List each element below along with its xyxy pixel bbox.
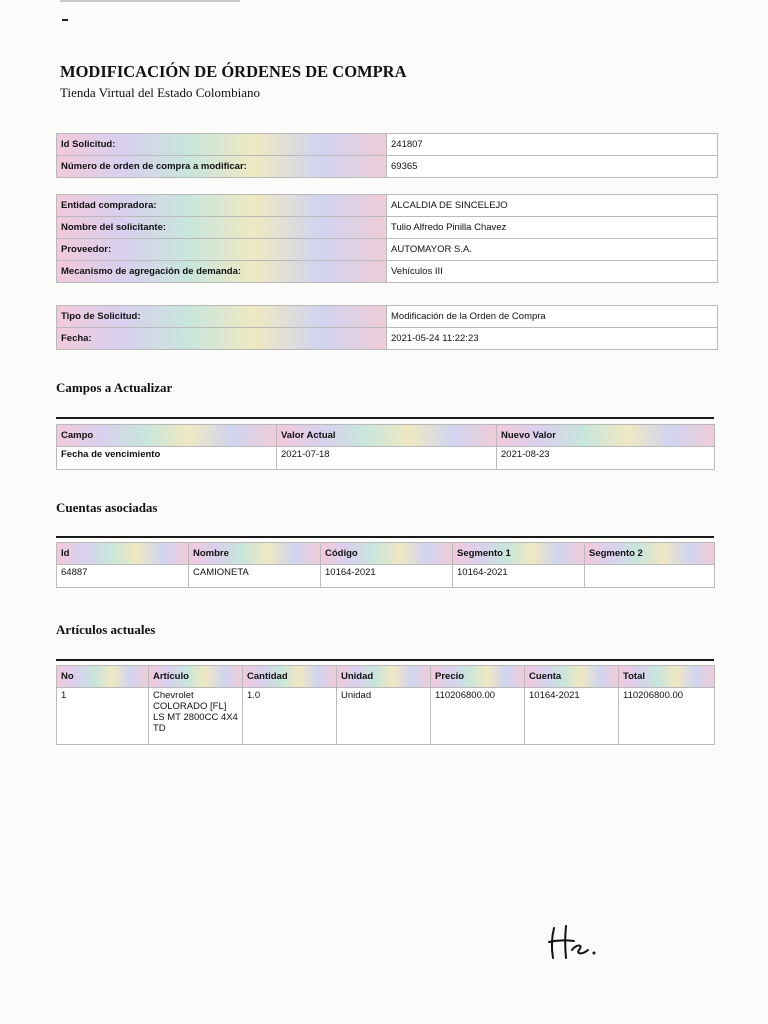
column-header: Artículo [149, 666, 243, 688]
table-cell: CAMIONETA [189, 565, 321, 588]
request-id-row [57, 134, 718, 156]
column-header: Cuenta [525, 666, 619, 688]
mechanism-value: Vehículos III [387, 261, 718, 283]
column-header: Segmento 2 [585, 543, 715, 565]
table-cell: 10164-2021 [525, 688, 619, 745]
fields-table [56, 424, 715, 470]
order-number-label: Número de orden de compra a modificar: [57, 156, 387, 178]
date-row [57, 328, 718, 350]
table-cell: 2021-07-18 [277, 447, 497, 470]
table-cell: 10164-2021 [321, 565, 453, 588]
table-cell: 1 [57, 688, 149, 745]
table-cell: 2021-08-23 [497, 447, 715, 470]
table-cell: 10164-2021 [453, 565, 585, 588]
entity-info-table [56, 194, 718, 283]
request-type-value: Modificación de la Orden de Compra [387, 306, 718, 328]
column-header: Unidad [337, 666, 431, 688]
requester-value: Tulio Alfredo Pinilla Chavez [387, 217, 718, 239]
mechanism-label: Mecanismo de agregación de demanda: [57, 261, 387, 283]
request-id-value: 241807 [387, 134, 718, 156]
column-header: Nombre [189, 543, 321, 565]
handwritten-signature [546, 922, 606, 962]
page-title: MODIFICACIÓN DE ÓRDENES DE COMPRA [60, 62, 407, 81]
table-cell [585, 565, 715, 588]
buyer-entity-label: Entidad compradora: [57, 195, 387, 217]
accounts-header-row [57, 543, 715, 565]
date-label: Fecha: [57, 328, 387, 350]
column-header: Segmento 1 [453, 543, 585, 565]
items-section-rule [56, 659, 714, 661]
table-cell: 110206800.00 [619, 688, 715, 745]
fields-header-row [57, 425, 715, 447]
request-type-row [57, 306, 718, 328]
table-cell: 110206800.00 [431, 688, 525, 745]
column-header: Precio [431, 666, 525, 688]
scan-mark [62, 19, 68, 21]
fields-section-rule [56, 417, 714, 419]
supplier-label: Proveedor: [57, 239, 387, 261]
column-header: Cantidad [243, 666, 337, 688]
mechanism-row [57, 261, 718, 283]
scan-edge-line [60, 0, 240, 2]
accounts-section-title: Cuentas asociadas [56, 500, 158, 515]
items-header-row [57, 666, 715, 688]
table-row [57, 565, 715, 588]
column-header: Id [57, 543, 189, 565]
requester-row [57, 217, 718, 239]
accounts-table [56, 542, 715, 588]
order-number-value: 69365 [387, 156, 718, 178]
table-cell: Fecha de vencimiento [57, 447, 277, 470]
buyer-entity-value: ALCALDIA DE SINCELEJO [387, 195, 718, 217]
column-header: Valor Actual [277, 425, 497, 447]
request-id-label: Id Solicitud: [57, 134, 387, 156]
table-cell: 1.0 [243, 688, 337, 745]
table-cell: Chevrolet COLORADO [FL] LS MT 2800CC 4X4 TD [149, 688, 243, 745]
supplier-value: AUTOMAYOR S.A. [387, 239, 718, 261]
table-row [57, 447, 715, 470]
items-section-title: Artículos actuales [56, 622, 156, 637]
order-number-row [57, 156, 718, 178]
table-cell: Unidad [337, 688, 431, 745]
buyer-entity-row [57, 195, 718, 217]
column-header: No [57, 666, 149, 688]
fields-section-title: Campos a Actualizar [56, 380, 173, 395]
type-info-table [56, 305, 718, 350]
column-header: Campo [57, 425, 277, 447]
request-type-label: Tipo de Solicitud: [57, 306, 387, 328]
date-value: 2021-05-24 11:22:23 [387, 328, 718, 350]
column-header: Código [321, 543, 453, 565]
page-subtitle: Tienda Virtual del Estado Colombiano [60, 85, 260, 100]
accounts-section-rule [56, 536, 714, 538]
items-table [56, 665, 715, 745]
column-header: Nuevo Valor [497, 425, 715, 447]
request-info-table [56, 133, 718, 178]
requester-label: Nombre del solicitante: [57, 217, 387, 239]
table-cell: 64887 [57, 565, 189, 588]
column-header: Total [619, 666, 715, 688]
table-row [57, 688, 715, 745]
supplier-row [57, 239, 718, 261]
